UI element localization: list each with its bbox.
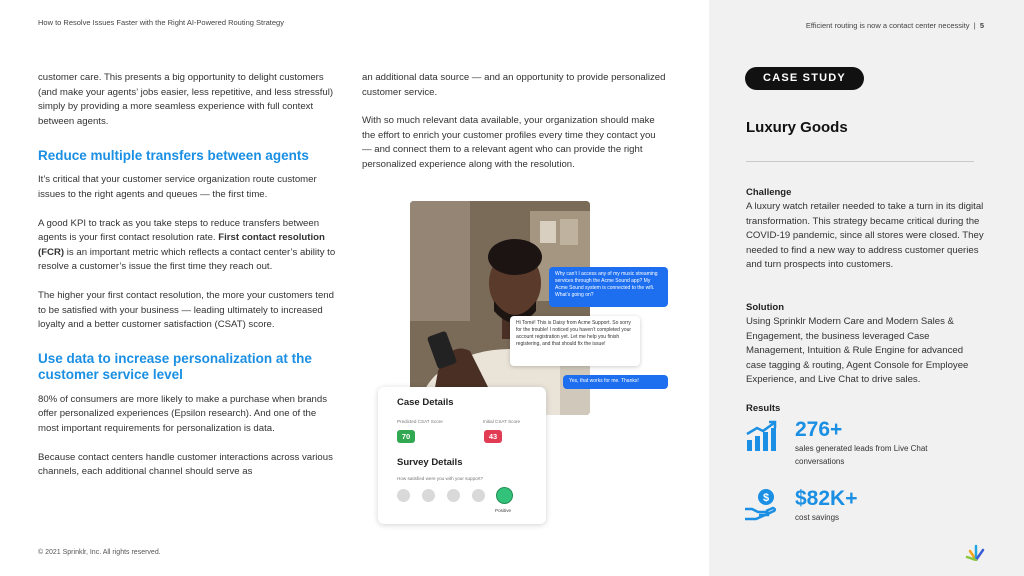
document-header-title: How to Resolve Issues Faster with the Right AI-Powered Routing Strategy xyxy=(38,18,284,27)
page-number: 5 xyxy=(979,21,984,30)
very-happy-face-icon xyxy=(496,487,513,504)
stat-leads-label: sales generated leads from Live Chat conversations xyxy=(795,444,928,466)
bar-chart-growth-icon xyxy=(745,420,777,452)
selected-rating-label: Positive xyxy=(495,508,512,513)
text-column-1 xyxy=(38,71,338,480)
predicted-csat-label: Predicted CSAT Score xyxy=(397,419,443,424)
predicted-csat-badge: 70 xyxy=(397,430,415,443)
paragraph: 80% of consumers are more likely to make a purchase when brands offer personalized experiences (Epsilon research). And one of the most important requirements for personalization is data. xyxy=(38,393,328,434)
chat-bubble-customer: Why can’t I access any of my music streaming services through the Acme Sound app? My Acme Sound system is connected to the wifi. What’s going on? xyxy=(549,267,668,307)
text-column-2 xyxy=(362,71,667,173)
paragraph: customer care. This presents a big opportunity to delight customers (and make your agents’ jobs easier, less repetitive, and less stressful) simply by providing a more seamless experience with full context between agents. xyxy=(38,72,334,127)
results-label: Results xyxy=(746,403,781,414)
paragraph: With so much relevant data available, your organization should make the effort to enrich your customer profiles every time they contact you — and connect them to a relevant agent who can provide the right personalized experience along with the resolution. xyxy=(362,115,656,170)
section-heading-personalization: Use data to increase personalization at the customer service level xyxy=(38,350,312,382)
challenge-text: A luxury watch retailer needed to take a turn in its digital transformation. This strategy became critical during the COVID-19 pandemic, since all stores were closed. They needed to find a new way to address customer queries and turn prospects into customers. xyxy=(746,201,984,271)
paragraph: Because contact centers handle customer interactions across various channels, each additional channel should serve as xyxy=(38,451,333,478)
challenge-label: Challenge xyxy=(746,187,792,198)
chat-bubble-agent: Hi Tomé! This is Daisy from Acme Support. So sorry for the trouble! I noticed you haven’t completed your account registration yet. Let me help you finish registering, and that should fix the issue! xyxy=(510,316,640,366)
unhappy-face-icon xyxy=(422,489,435,502)
paragraph: an additional data source — and an opportunity to provide personalized customer service. xyxy=(362,72,666,98)
chat-bubble-customer-reply: Yes, that works for me. Thanks! xyxy=(563,375,668,389)
very-unhappy-face-icon xyxy=(397,489,410,502)
survey-details-title: Survey Details xyxy=(397,457,463,468)
case-study-title: Luxury Goods xyxy=(746,119,848,136)
case-study-badge: CASE STUDY xyxy=(745,67,864,90)
section-header-text: Efficient routing is now a contact center necessity xyxy=(805,21,970,30)
solution-label: Solution xyxy=(746,302,784,313)
stat-savings-value: $82K+ xyxy=(795,487,858,510)
section-heading-transfers: Reduce multiple transfers between agents xyxy=(38,148,309,164)
hand-dollar-icon xyxy=(744,487,778,521)
sprinklr-logo-icon xyxy=(965,543,987,561)
divider xyxy=(746,161,974,162)
case-details-title: Case Details xyxy=(397,397,454,408)
survey-question: How satisfied were you with your support? xyxy=(397,476,484,481)
paragraph: The higher your first contact resolution, the more your customers tend to be satisfied with your business — leading ultimately to increased loyalty and a better customer satisfaction (CSAT) score. xyxy=(38,289,334,331)
paragraph-fcr: A good KPI to track as you take steps to reduce transfers between agents is your first contact resolution rate. First contact resolution (FCR) is an important metric which reflects a contact center’s ability to resolve a customer’s issue the first time they reach out. xyxy=(38,217,336,273)
initial-csat-badge: 43 xyxy=(484,430,502,443)
copyright-footer: © 2021 Sprinklr, Inc. All rights reserved. xyxy=(38,549,161,556)
stat-savings-label: cost savings xyxy=(795,513,840,522)
section-header: Efficient routing is now a contact center necessity | 5 xyxy=(805,21,984,30)
svg-text:$: $ xyxy=(762,492,770,504)
stat-leads-value: 276+ xyxy=(795,418,843,441)
paragraph: It’s critical that your customer service organization route customer issues to the right agents and queues — the first time. xyxy=(38,174,317,200)
solution-text: Using Sprinklr Modern Care and Modern Sales & Engagement, the business leveraged Case Management, Intuition & Rule Engine for advanced case tagging & routing, Agent Console for Employee Experience, and Live Chat to drive sales. xyxy=(746,316,969,386)
happy-face-icon xyxy=(472,489,485,502)
neutral-face-icon xyxy=(447,489,460,502)
initial-csat-label: Initial CSAT Score xyxy=(483,419,521,424)
